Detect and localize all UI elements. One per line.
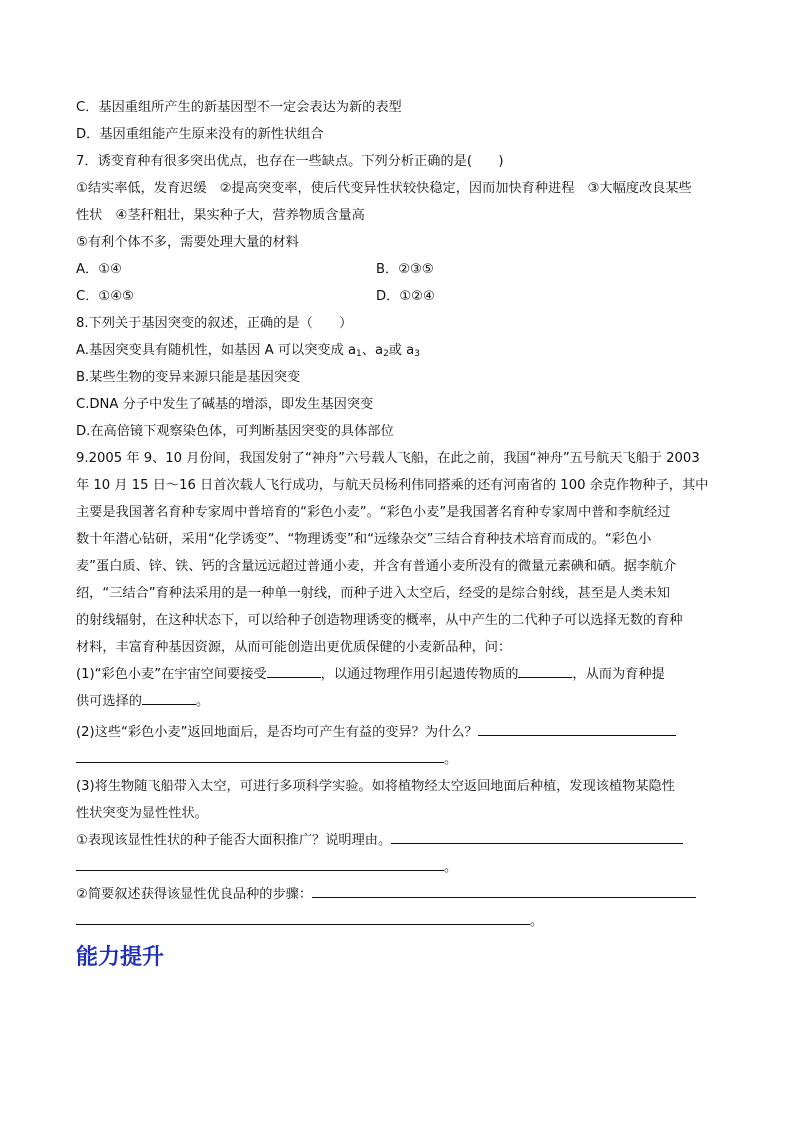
q9-passage-line-8: 材料，丰富育种基因资源，从而可能创造出更优质保健的小麦新品种，问：	[76, 640, 512, 655]
q8-option-a	[76, 337, 718, 364]
q8-option-c: C.DNA 分子中发生了碱基的增添，即发生基因突变	[76, 397, 374, 412]
q9-sub1-text-a: (1)“彩色小麦”在宇宙空间要接受	[76, 667, 267, 682]
q8-option-a-sep-1: 、a	[361, 343, 384, 358]
q8-option-a-text: A.基因突变具有随机性，如基因 A 可以突变成 a	[76, 343, 357, 358]
q9-sub3-q2-text: ②简要叙述获得该显性优良品种的步骤：	[76, 887, 313, 902]
q9-sub2-line-1	[76, 719, 718, 746]
document-page	[76, 94, 718, 975]
q9-sub3-q2-blank-2[interactable]	[76, 910, 530, 925]
section-title: 能力提升	[76, 945, 165, 970]
q8-option-a-sep-2: 或 a	[388, 343, 415, 358]
q9-sub3-q1-end: 。	[444, 860, 458, 875]
q8-option-d: D.在高倍镜下观察染色体，可判断基因突变的具体部位	[76, 424, 394, 439]
q9-sub1-text-c: ，从而为育种提	[572, 667, 665, 682]
q8-subscript-3: 3	[414, 349, 420, 359]
q9-sub3-line-2: 性状突变为显性性状。	[76, 806, 208, 821]
q8-option-b: B.某些生物的变异来源只能是基因突变	[76, 370, 301, 385]
q9-sub3-q2-line-1	[76, 881, 718, 908]
q9-sub3-q2-end: 。	[530, 914, 544, 929]
q9-sub2-end: 。	[444, 752, 458, 767]
q9-sub1-text-e: 。	[195, 694, 210, 709]
q7-stem: 7．诱变育种有很多突出优点，也存在一些缺点。下列分析正确的是( )	[76, 154, 504, 169]
q7-option-b: B．②③⑤	[376, 262, 434, 277]
q7-statement-line-2: 性状 ④茎秆粗壮，果实种子大，营养物质含量高	[76, 208, 365, 223]
q9-sub1-text-d: 供可选择的	[76, 694, 142, 709]
q9-sub2-blank-2[interactable]	[76, 748, 444, 763]
q9-sub3-q1-blank-1[interactable]	[391, 829, 683, 844]
q9-sub3-q2-blank-1[interactable]	[312, 883, 696, 898]
q9-sub3-q1-blank-2[interactable]	[76, 856, 444, 871]
q7-option-a: A．①④	[76, 262, 122, 277]
q7-option-d: D．①②④	[376, 289, 435, 304]
q9-sub2-blank-1[interactable]	[478, 721, 676, 736]
q6-option-c: C．基因重组所产生的新基因型不一定会表达为新的表型	[76, 100, 402, 115]
q9-passage-line-6: 绍，“三结合”育种法采用的是一种单一射线，而种子进入太空后，经受的是综合射线，甚至是人类未知	[76, 586, 670, 601]
q9-sub2-text: (2)这些“彩色小麦”返回地面后，是否均可产生有益的变异？为什么？	[76, 725, 478, 740]
q9-passage-line-5: 麦”蛋白质、锌、铁、钙的含量远远超过普通小麦，并含有普通小麦所没有的微量元素碘和硒。据李航介	[76, 559, 677, 574]
q8-subscript-1: 1	[356, 349, 362, 359]
q7-options-row-1	[76, 256, 718, 283]
q9-passage-line-1: 9.2005 年 9、10 月份间，我国发射了“神舟”六号载人飞船，在此之前，我国“神舟”五号航天飞船于 2003	[76, 451, 700, 466]
q9-sub1-blank-2[interactable]	[518, 663, 572, 678]
q8-subscript-2: 2	[383, 349, 389, 359]
q7-statement-line-3: ⑤有利个体不多，需要处理大量的材料	[76, 235, 299, 250]
q7-statement-line-1: ①结实率低，发育迟缓 ②提高突变率，使后代变异性状较快稳定，因而加快育种进程 ③大幅度改良某些	[76, 181, 692, 196]
q9-sub2-line-2	[76, 746, 718, 773]
q9-passage-line-2: 年 10 月 15 日～16 日首次载人飞行成功，与航天员杨利伟同搭乘的还有河南省的 100 余克作物种子，其中	[76, 478, 709, 493]
q9-sub3-q1-text: ①表现该显性性状的种子能否大面积推广？说明理由。	[76, 833, 392, 848]
q9-passage-line-3: 主要是我国著名育种专家周中普培育的“彩色小麦”。“彩色小麦”是我国著名育种专家周中普和李航经过	[76, 505, 671, 520]
q9-sub1-blank-1[interactable]	[267, 663, 321, 678]
q9-passage-line-7: 的射线辐射，在这种状态下，可以给种子创造物理诱变的概率，从中产生的二代种子可以选择无数的育种	[76, 613, 683, 628]
q8-stem: 8.下列关于基因突变的叙述，正确的是（ ）	[76, 316, 353, 331]
q9-sub1-line-2	[76, 688, 718, 715]
q6-option-d: D．基因重组能产生原来没有的新性状组合	[76, 127, 324, 142]
q9-sub3-line-1: (3)将生物随飞船带入太空，可进行多项科学实验。如将植物经太空返回地面后种植，发现该植物某隐性	[76, 779, 675, 794]
q9-sub3-q1-line-1	[76, 827, 718, 854]
q9-sub3-q2-line-2	[76, 908, 718, 935]
q9-sub3-q1-line-2	[76, 854, 718, 881]
q9-passage-line-4: 数十年潜心钻研，采用“化学诱变”、“物理诱变”和“远缘杂交”三结合育种技术培育而成的。“彩色小	[76, 532, 652, 547]
q7-options-row-2	[76, 283, 718, 310]
q9-sub1-line-1	[76, 661, 718, 688]
q9-sub1-text-b: ，以通过物理作用引起遗传物质的	[320, 667, 519, 682]
q7-option-c: C．①④⑤	[76, 289, 134, 304]
q9-sub1-blank-3[interactable]	[142, 690, 196, 705]
